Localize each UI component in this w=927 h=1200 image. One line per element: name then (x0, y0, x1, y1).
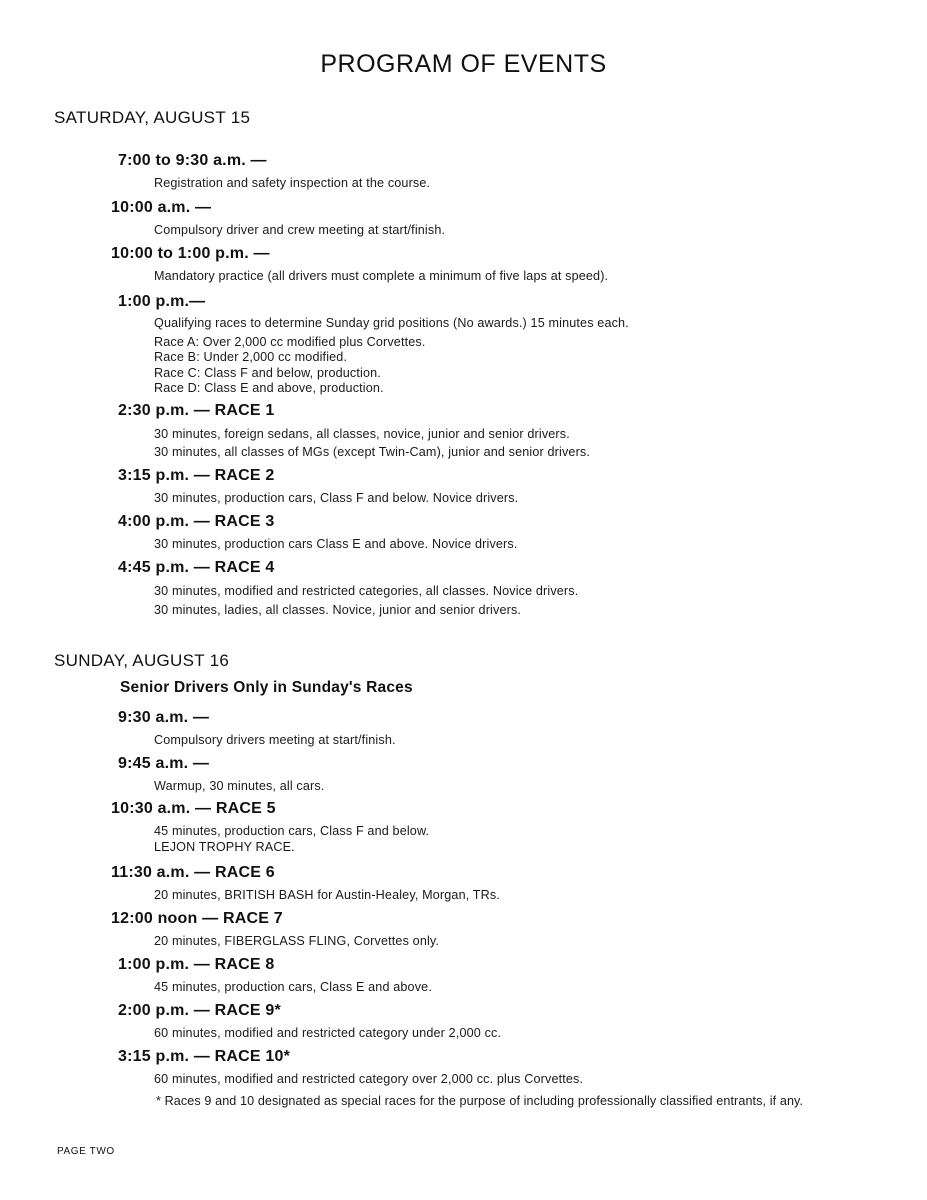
event-line: 20 minutes, BRITISH BASH for Austin-Healey, Morgan, TRs. (154, 888, 500, 902)
event-description (154, 582, 578, 620)
schedule-item (111, 799, 429, 855)
event-description (154, 536, 518, 552)
event-line: 60 minutes, modified and restricted category over 2,000 cc. plus Corvettes. (154, 1072, 584, 1086)
event-time: 2:00 p.m. — RACE 9* (118, 1002, 281, 1019)
sunday-subheading: Senior Drivers Only in Sunday's Races (120, 679, 413, 696)
event-line: Qualifying races to determine Sunday grid positions (No awards.) 15 minutes each. (154, 316, 629, 330)
event-line: Registration and safety inspection at the course. (154, 176, 431, 190)
event-description (154, 732, 396, 748)
event-description (154, 979, 432, 995)
event-description (154, 175, 430, 191)
event-description (154, 316, 629, 397)
schedule-item (111, 244, 608, 284)
event-line: 30 minutes, foreign sedans, all classes, novice, junior and senior drivers. (154, 427, 570, 441)
saturday-heading: SATURDAY, AUGUST 15 (54, 108, 251, 127)
event-time: 4:00 p.m. — RACE 3 (118, 513, 275, 530)
event-line: Compulsory drivers meeting at start/finish. (154, 733, 396, 747)
schedule-item (111, 863, 500, 903)
schedule-item (118, 558, 578, 620)
schedule-item (118, 754, 324, 794)
event-description (154, 933, 439, 949)
schedule-item (118, 401, 590, 461)
schedule-item (118, 1047, 583, 1087)
schedule-item (111, 198, 445, 238)
schedule-item (118, 708, 396, 748)
event-time: 10:30 a.m. — RACE 5 (111, 800, 276, 817)
schedule-item (118, 512, 518, 552)
schedule-item (118, 292, 629, 397)
event-line: LEJON TROPHY RACE. (154, 840, 295, 854)
event-description (154, 887, 500, 903)
event-line: 30 minutes, production cars Class E and above. Novice drivers. (154, 537, 518, 551)
event-line: Compulsory driver and crew meeting at start/finish. (154, 223, 446, 237)
event-line: 30 minutes, production cars, Class F and below. Novice drivers. (154, 491, 519, 505)
event-line: 45 minutes, production cars, Class E and above. (154, 980, 432, 994)
page-number: PAGE TWO (57, 1146, 115, 1157)
event-time: 3:15 p.m. — RACE 10* (118, 1048, 291, 1065)
event-line: Mandatory practice (all drivers must complete a minimum of five laps at speed). (154, 269, 609, 283)
event-time: 3:15 p.m. — RACE 2 (118, 467, 275, 484)
event-line: 60 minutes, modified and restricted category under 2,000 cc. (154, 1026, 502, 1040)
schedule-item (118, 955, 432, 995)
event-time: 10:00 to 1:00 p.m. — (111, 245, 270, 262)
event-line: 30 minutes, all classes of MGs (except Twin-Cam), junior and senior drivers. (154, 445, 591, 459)
event-line: 45 minutes, production cars, Class F and below. (154, 824, 430, 838)
schedule-item (111, 909, 439, 949)
event-time: 2:30 p.m. — RACE 1 (118, 402, 275, 419)
event-line: Race A: Over 2,000 cc modified plus Corvettes. (154, 334, 426, 349)
event-description (154, 778, 324, 794)
event-time: 10:00 a.m. — (111, 199, 212, 216)
event-description (154, 268, 608, 284)
event-time: 4:45 p.m. — RACE 4 (118, 559, 275, 576)
event-time: 11:30 a.m. — RACE 6 (111, 864, 275, 881)
sunday-heading: SUNDAY, AUGUST 16 (54, 651, 230, 670)
event-time: 1:00 p.m.— (118, 293, 206, 310)
event-time: 12:00 noon — RACE 7 (111, 910, 283, 927)
event-line: Race B: Under 2,000 cc modified. (154, 350, 348, 364)
schedule-item (118, 151, 430, 191)
event-line: Warmup, 30 minutes, all cars. (154, 779, 325, 793)
event-description (154, 1071, 583, 1087)
event-line: 20 minutes, FIBERGLASS FLING, Corvettes only. (154, 934, 440, 948)
event-time: 9:30 a.m. — (118, 709, 210, 726)
schedule-item (118, 466, 518, 506)
schedule-item (118, 1001, 501, 1041)
event-line: Race D: Class E and above, production. (154, 381, 384, 395)
event-time: 9:45 a.m. — (118, 755, 210, 772)
event-time: 7:00 to 9:30 a.m. — (118, 152, 267, 169)
event-description (154, 823, 429, 855)
event-description (154, 490, 518, 506)
event-line: 30 minutes, ladies, all classes. Novice, junior and senior drivers. (154, 603, 522, 617)
event-description (154, 425, 590, 461)
event-description (154, 222, 445, 238)
footnote: * Races 9 and 10 designated as special races for the purpose of including professionally classified entrants, if any. (156, 1094, 804, 1108)
event-description (154, 1025, 501, 1041)
event-line: Race C: Class F and below, production. (154, 365, 381, 380)
page-title: PROGRAM OF EVENTS (320, 50, 607, 78)
event-line: 30 minutes, modified and restricted categories, all classes. Novice drivers. (154, 584, 579, 598)
event-time: 1:00 p.m. — RACE 8 (118, 956, 275, 973)
